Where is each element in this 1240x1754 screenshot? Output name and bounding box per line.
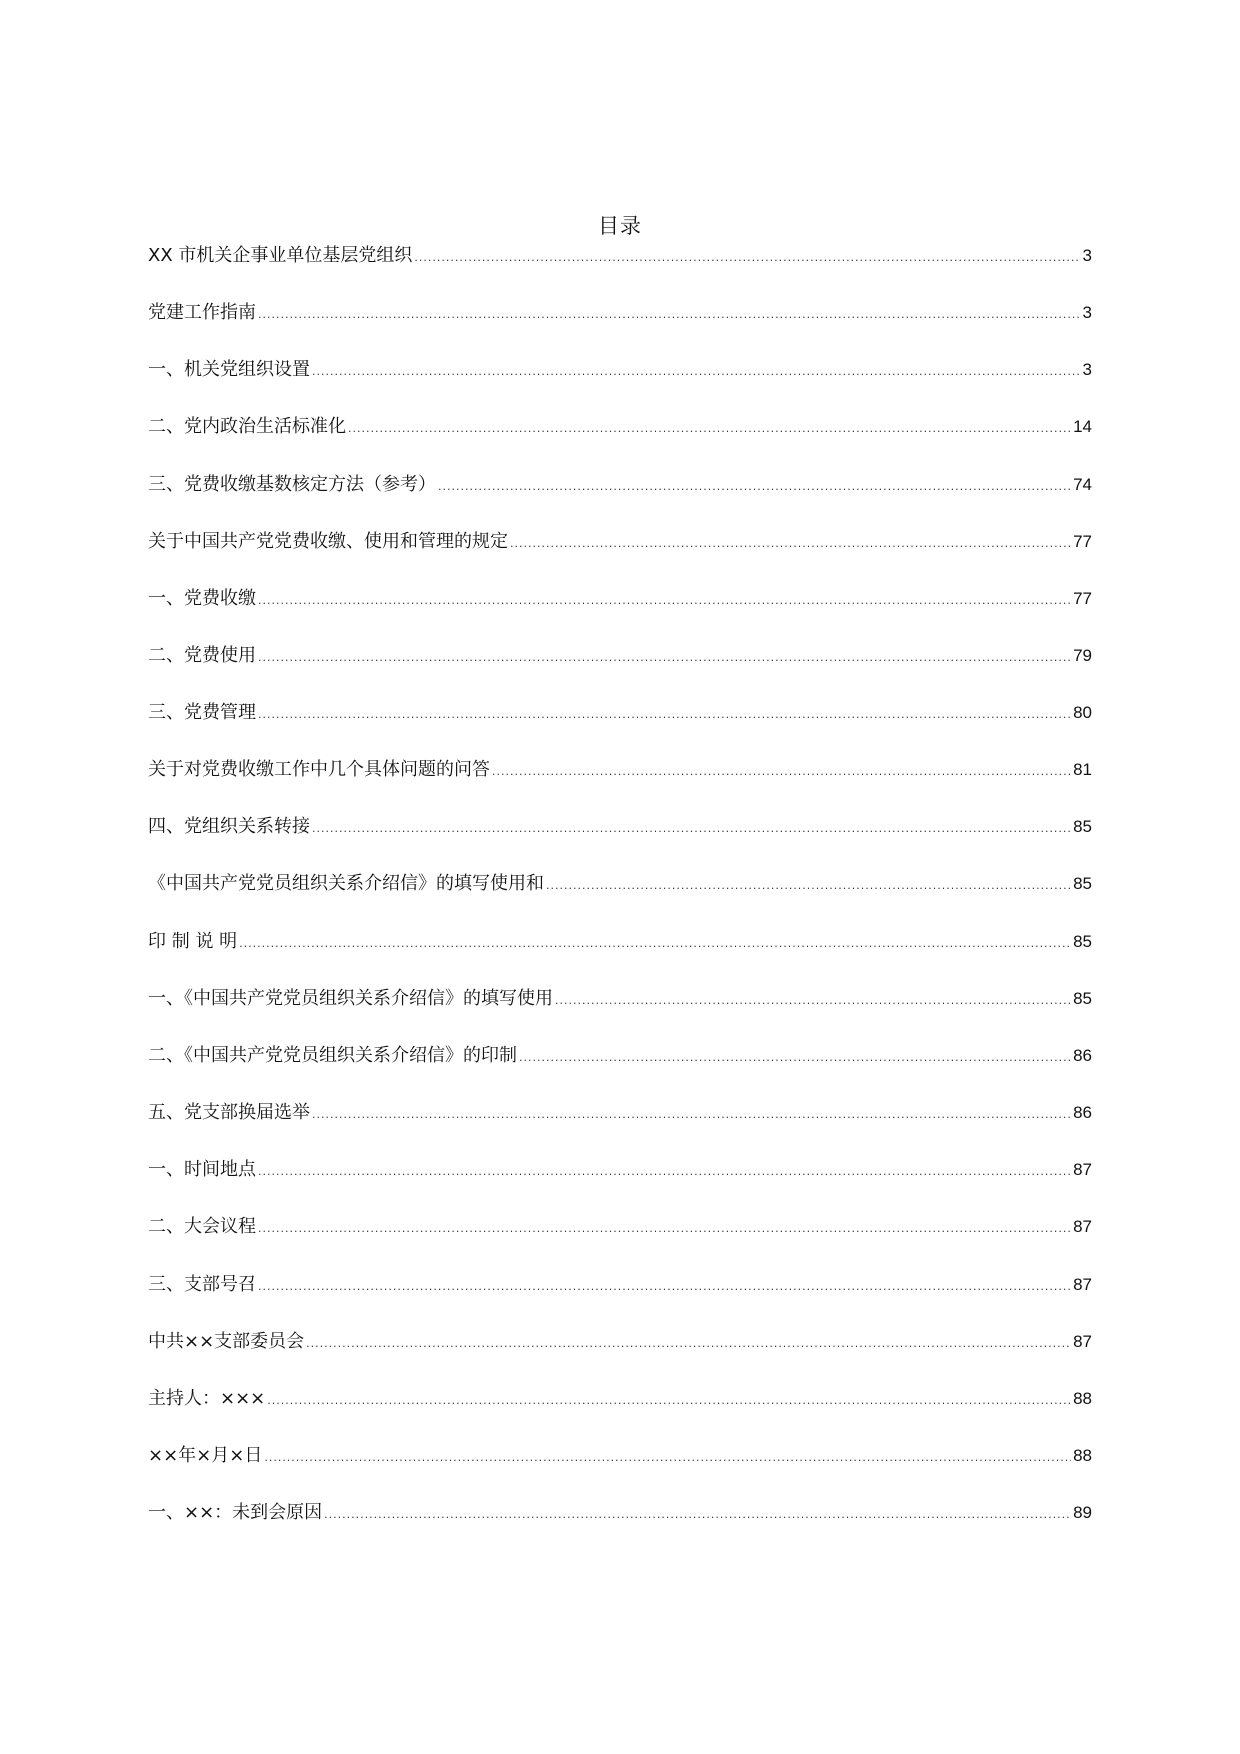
toc-entry-text: 一、机关党组织设置 [148, 359, 310, 381]
toc-entry-page: 86 [1073, 1103, 1092, 1123]
toc-entry[interactable] [148, 1099, 1092, 1156]
toc-entry-page: 87 [1073, 1160, 1092, 1180]
toc-entry-page: 85 [1073, 874, 1092, 894]
toc-entry-page: 79 [1073, 645, 1092, 665]
toc-entry-page: 87 [1073, 1217, 1092, 1237]
toc-entry[interactable] [148, 1328, 1092, 1385]
toc-entry[interactable] [148, 1213, 1092, 1270]
dot-leader [258, 1215, 1071, 1243]
dot-leader [258, 1273, 1071, 1301]
toc-entry-text: 二、党内政治生活标准化 [148, 416, 346, 438]
dot-leader [258, 644, 1071, 672]
toc-entry-page: 86 [1073, 1046, 1092, 1066]
toc-entry-text: ××年×月×日 [148, 1444, 263, 1466]
dot-leader [239, 930, 1071, 958]
toc-entry[interactable] [148, 985, 1092, 1042]
toc-entry[interactable] [148, 1499, 1092, 1556]
dot-leader [348, 415, 1071, 443]
dot-leader [414, 244, 1080, 272]
toc-entry-text: 党建工作指南 [148, 302, 256, 323]
toc-entry-page: 3 [1082, 303, 1092, 322]
toc-entry-text: XX 市机关企事业单位基层党组织 [148, 245, 413, 266]
toc-entry-text: 主持人：××× [148, 1387, 266, 1409]
toc-entry[interactable] [148, 870, 1092, 927]
toc-entry-text: 二、《中国共产党党员组织关系介绍信》的印制 [148, 1045, 517, 1067]
toc-entry-text: 二、大会议程 [148, 1216, 256, 1238]
toc-entry[interactable] [148, 642, 1092, 699]
toc-entry-text: 四、党组织关系转接 [148, 816, 310, 838]
toc-entry-text: 一、××：未到会原因 [148, 1502, 323, 1524]
dot-leader [324, 1501, 1071, 1529]
toc-entry-page: 85 [1073, 988, 1092, 1008]
toc-entry-text: 三、党费管理 [148, 702, 256, 724]
dot-leader [492, 758, 1071, 786]
toc-entry-text: 印 制 说 明 [148, 930, 238, 952]
dot-leader [510, 530, 1071, 558]
toc-entry[interactable] [148, 1271, 1092, 1328]
dot-leader [438, 473, 1071, 501]
toc-entry-page: 87 [1073, 1274, 1092, 1294]
dot-leader [306, 1330, 1071, 1358]
toc-entry[interactable] [148, 1042, 1092, 1099]
toc-entry[interactable] [148, 699, 1092, 756]
toc-entry[interactable] [148, 356, 1092, 413]
toc-entry-text: 关于对党费收缴工作中几个具体问题的问答 [148, 759, 490, 781]
toc-entry-page: 77 [1073, 531, 1092, 551]
dot-leader [312, 1101, 1071, 1129]
dot-leader [555, 987, 1071, 1015]
toc-entry-page: 14 [1073, 417, 1092, 437]
dot-leader [312, 815, 1071, 843]
toc-entry[interactable] [148, 242, 1092, 299]
toc-entry-text: 一、时间地点 [148, 1159, 256, 1181]
toc-entry-page: 85 [1073, 817, 1092, 837]
dot-leader [258, 1158, 1071, 1186]
toc-entry-text: 《中国共产党党员组织关系介绍信》的填写使用和 [148, 873, 544, 895]
toc-entry-text: 三、支部号召 [148, 1273, 256, 1295]
toc-entry-page: 87 [1073, 1331, 1092, 1351]
toc-entry-text: 五、党支部换届选举 [148, 1102, 310, 1124]
toc-entry-page: 77 [1073, 588, 1092, 608]
toc-entry-page: 88 [1073, 1388, 1092, 1408]
toc-entry-text: 二、党费使用 [148, 644, 256, 666]
toc-entry-page: 3 [1082, 360, 1092, 380]
toc-entry[interactable] [148, 1442, 1092, 1499]
dot-leader [267, 1387, 1071, 1415]
toc-entry[interactable] [148, 528, 1092, 585]
toc-entry[interactable] [148, 585, 1092, 642]
toc-entry[interactable] [148, 756, 1092, 813]
toc-entry-page: 88 [1073, 1445, 1092, 1465]
toc-entry[interactable] [148, 299, 1092, 356]
dot-leader [258, 701, 1071, 729]
dot-leader [258, 301, 1081, 329]
toc-entry[interactable] [148, 1385, 1092, 1442]
toc-entry-text: 一、《中国共产党党员组织关系介绍信》的填写使用 [148, 987, 553, 1009]
toc-entry-page: 74 [1073, 474, 1092, 494]
toc-title: 目录 [598, 214, 642, 238]
table-of-contents [148, 242, 1092, 1556]
toc-entry-page: 85 [1073, 931, 1092, 951]
toc-entry-text: 关于中国共产党党费收缴、使用和管理的规定 [148, 530, 508, 552]
toc-entry[interactable] [148, 413, 1092, 470]
toc-entry[interactable] [148, 1156, 1092, 1213]
toc-entry-text: 中共××支部委员会 [148, 1330, 305, 1352]
toc-entry[interactable] [148, 813, 1092, 870]
dot-leader [546, 872, 1071, 900]
toc-entry-page: 89 [1073, 1503, 1092, 1523]
dot-leader [264, 1444, 1071, 1472]
toc-entry[interactable] [148, 471, 1092, 528]
toc-entry-text: 一、党费收缴 [148, 587, 256, 609]
toc-entry-page: 3 [1082, 246, 1092, 265]
toc-entry-text: 三、党费收缴基数核定方法（参考） [148, 473, 436, 495]
dot-leader [312, 358, 1081, 386]
dot-leader [519, 1044, 1071, 1072]
toc-entry-page: 81 [1073, 760, 1092, 780]
toc-entry-page: 80 [1073, 703, 1092, 723]
toc-entry[interactable] [148, 928, 1092, 985]
dot-leader [258, 587, 1071, 615]
